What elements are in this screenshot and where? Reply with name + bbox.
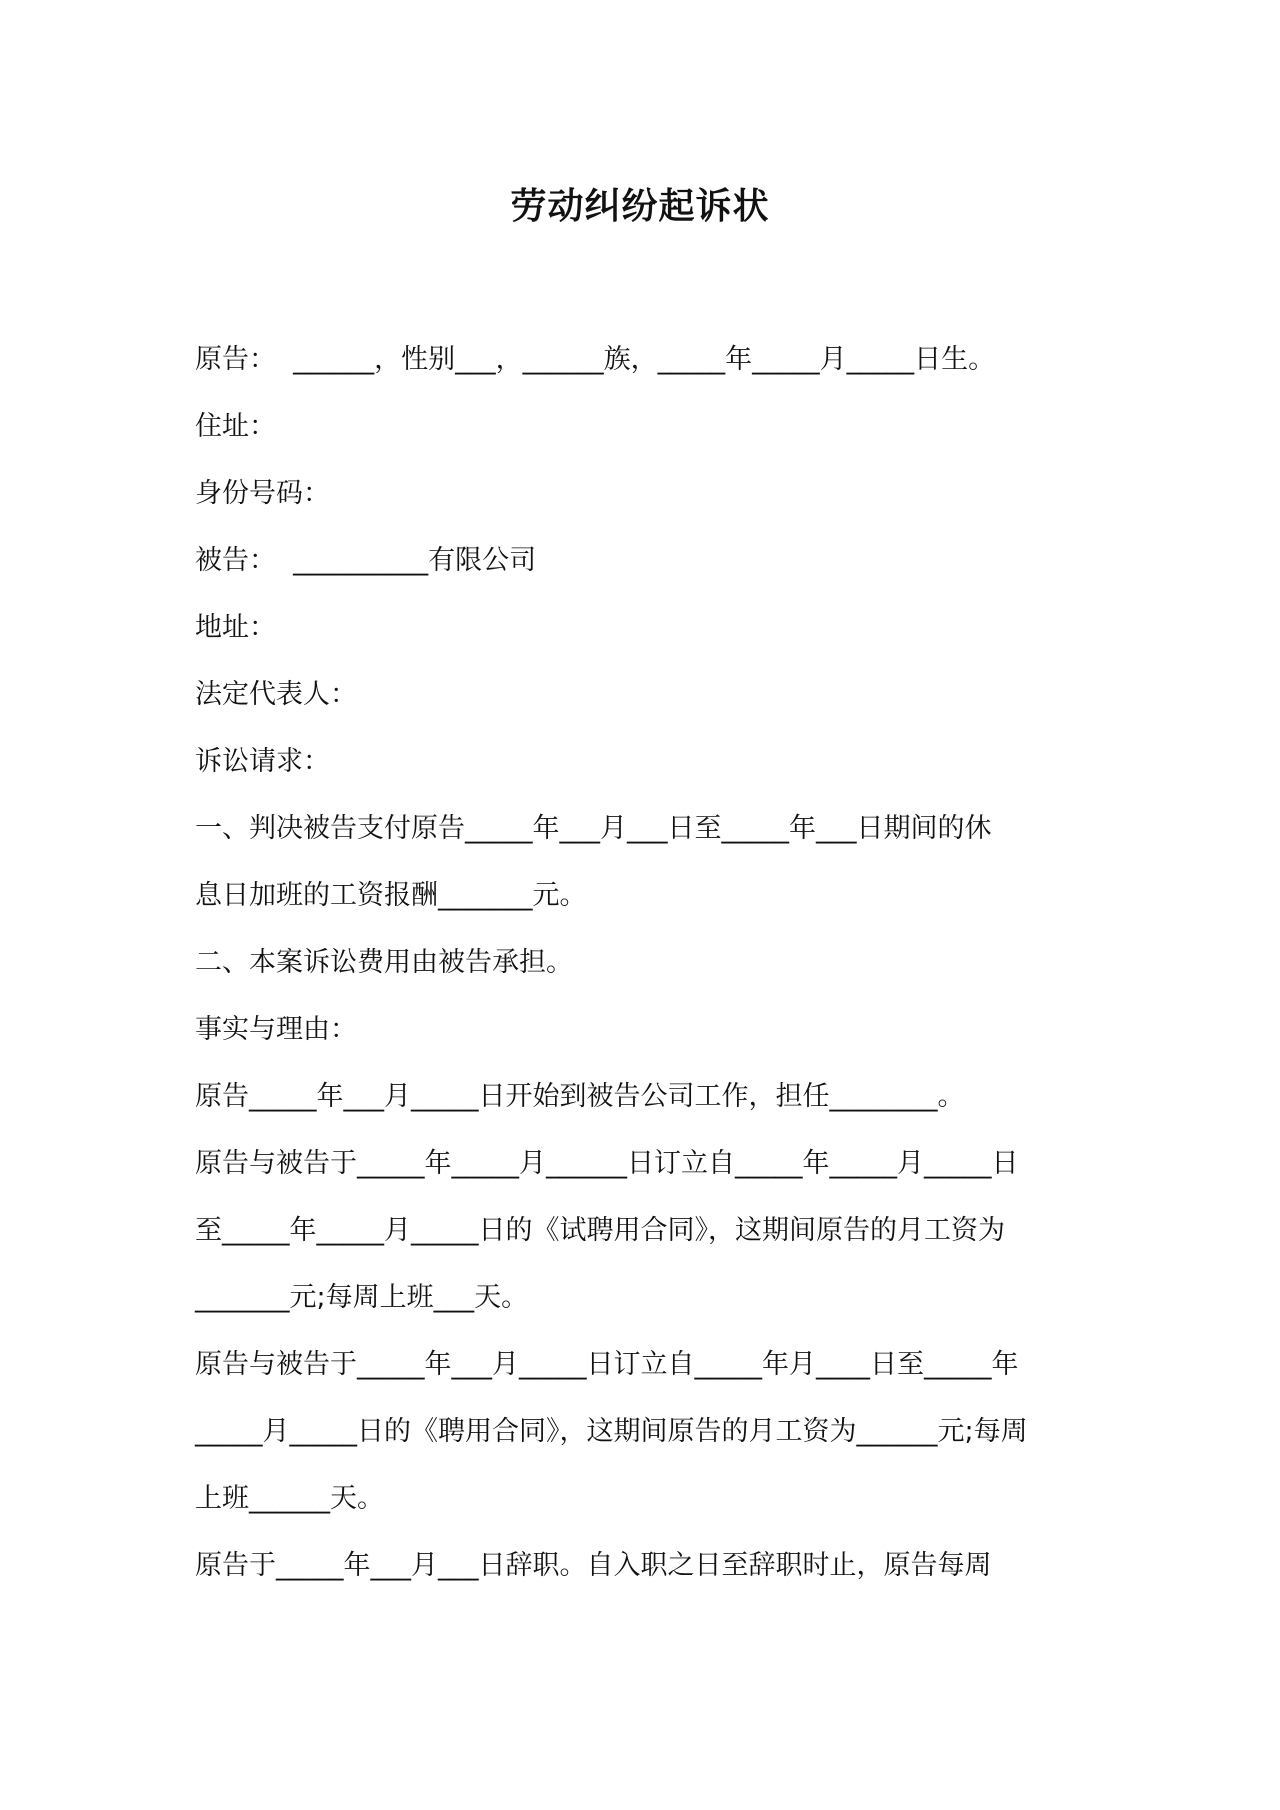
fact-trial-contract-line-3: _______元;每周上班___天。 xyxy=(195,1282,529,1313)
plaintiff-info-line: 原告： ______，性别___，______族，_____年_____月_____日生。 xyxy=(195,344,996,375)
fact-trial-contract-line-1: 原告与被告于_____年_____月______日订立自_____年_____月_____日 xyxy=(195,1148,1019,1179)
facts-heading: 事实与理由： xyxy=(195,1014,357,1045)
fact-trial-contract-line-2: 至_____年_____月_____日的《试聘用合同》，这期间原告的月工资为 xyxy=(195,1215,1005,1246)
claim-one-line-2: 息日加班的工资报酬_______元。 xyxy=(195,880,587,911)
fact-contract-line-3: 上班______天。 xyxy=(195,1483,384,1514)
document-title: 劳动纠纷起诉状 xyxy=(510,186,770,227)
legal-representative-line: 法定代表人： xyxy=(195,679,357,710)
plaintiff-id-line: 身份号码： xyxy=(195,478,330,509)
claim-two-line: 二、本案诉讼费用由被告承担。 xyxy=(195,947,573,978)
fact-employment-start-line: 原告_____年___月_____日开始到被告公司工作，担任________。 xyxy=(195,1081,965,1112)
fact-contract-line-1: 原告与被告于_____年___月_____日订立自_____年月____日至_____年 xyxy=(195,1349,1019,1380)
fact-contract-line-2: _____月_____日的《聘用合同》，这期间原告的月工资为______元;每周 xyxy=(195,1416,1028,1447)
plaintiff-address-line: 住址： xyxy=(195,411,276,442)
claims-heading: 诉讼请求： xyxy=(195,746,330,777)
defendant-line: 被告： __________有限公司 xyxy=(195,545,537,576)
defendant-address-line: 地址： xyxy=(195,612,276,643)
claim-one-line-1: 一、判决被告支付原告_____年___月___日至_____年___日期间的休 xyxy=(195,813,992,844)
fact-resignation-line: 原告于_____年___月___日辞职。自入职之日至辞职时止，原告每周 xyxy=(195,1550,992,1581)
